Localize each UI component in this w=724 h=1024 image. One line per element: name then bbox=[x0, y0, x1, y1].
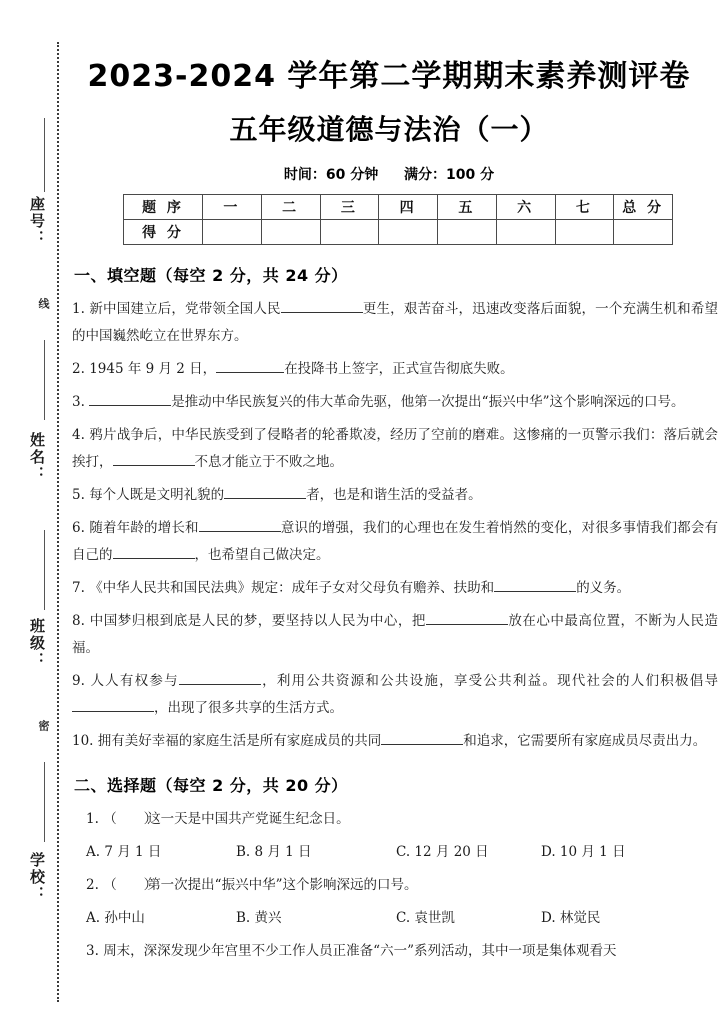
score-table-col-6: 六 bbox=[496, 194, 555, 219]
score-cell-1[interactable] bbox=[203, 219, 262, 244]
sealing-dotted-line bbox=[57, 42, 59, 1002]
score-table-col-3: 三 bbox=[320, 194, 379, 219]
exam-meta-line bbox=[72, 164, 724, 184]
score-table-col-4: 四 bbox=[379, 194, 438, 219]
choice-option-a[interactable]: A. 孙中山 bbox=[86, 909, 145, 926]
fill-question-3 bbox=[72, 389, 724, 416]
table-row-score bbox=[124, 219, 673, 244]
fill-question-7-number: 7. bbox=[72, 579, 85, 596]
fill-question-10-text-b: 和追求，它需要所有家庭成员尽责出力。 bbox=[463, 732, 707, 749]
choice-question-1-options bbox=[86, 839, 724, 866]
answer-blank[interactable] bbox=[494, 591, 576, 592]
page-title-main: 2023-2024 学年第二学期期末素养测评卷 bbox=[87, 59, 691, 94]
fill-question-8 bbox=[72, 608, 724, 662]
fill-question-1-text-a: 新中国建立后，党带领全国人民 bbox=[89, 300, 281, 317]
fill-question-6-text-c: ，也希望自己做决定。 bbox=[194, 546, 330, 563]
fill-question-4 bbox=[72, 422, 724, 476]
choice-option-d[interactable]: D. 10 月 1 日 bbox=[541, 843, 626, 860]
choice-question-3 bbox=[72, 938, 724, 965]
answer-parenthesis[interactable]: （ ） bbox=[103, 810, 158, 827]
choice-option-d[interactable]: D. 林觉民 bbox=[541, 909, 601, 926]
seal-write-rule-4 bbox=[44, 762, 45, 842]
fill-question-8-number: 8. bbox=[72, 612, 85, 629]
fill-question-8-text-b: 放在心中最高位置，不断为人民造福。 bbox=[72, 612, 719, 656]
fill-question-5-text-a: 每个人既是文明礼貌的 bbox=[89, 486, 225, 503]
fill-question-2-number: 2. bbox=[72, 360, 85, 377]
fill-question-6 bbox=[72, 515, 724, 569]
score-cell-5[interactable] bbox=[438, 219, 497, 244]
choice-question-2-stem: 第一次提出“振兴中华”这个影响深远的口号。 bbox=[147, 876, 418, 893]
fill-question-3-number: 3. bbox=[72, 393, 85, 410]
answer-blank[interactable] bbox=[216, 372, 284, 373]
choice-option-b[interactable]: B. 8 月 1 日 bbox=[236, 843, 312, 860]
section-heading-multiple-choice: 二、选择题（每空 2 分，共 20 分） bbox=[74, 775, 348, 795]
fill-question-9 bbox=[72, 668, 724, 722]
exam-page bbox=[72, 0, 724, 1024]
choice-question-3-number: 3. bbox=[86, 942, 99, 959]
fill-question-6-number: 6. bbox=[72, 519, 85, 536]
fill-question-6-text-b: 意识的增强，我们的心理也在发生着悄然的变化，对很多事情我们都会有自己的 bbox=[72, 519, 719, 563]
answer-blank[interactable] bbox=[113, 465, 195, 466]
choice-question-2 bbox=[72, 872, 724, 899]
sealing-margin bbox=[0, 0, 72, 1024]
choice-question-1-stem: 这一天是中国共产党诞生纪念日。 bbox=[147, 810, 350, 827]
answer-blank[interactable] bbox=[281, 312, 363, 313]
seal-label-name: 姓名： bbox=[28, 432, 46, 483]
fill-question-4-number: 4. bbox=[72, 426, 85, 443]
seal-label-class: 班级： bbox=[28, 618, 46, 669]
table-row-question-order bbox=[124, 194, 673, 219]
score-cell-total[interactable] bbox=[614, 219, 673, 244]
score-table-col-7: 七 bbox=[555, 194, 614, 219]
score-table-col-5: 五 bbox=[438, 194, 497, 219]
section-heading-fill-in-blank: 一、填空题（每空 2 分，共 24 分） bbox=[74, 265, 348, 285]
score-table-col-1: 一 bbox=[203, 194, 262, 219]
seal-label-seat-number: 座号： bbox=[28, 196, 46, 247]
fill-question-1-text-b: 更生，艰苦奋斗，迅速改变落后面貌，一个充满生机和希望的中国巍然屹立在世界东方。 bbox=[72, 300, 719, 344]
answer-blank[interactable] bbox=[179, 684, 261, 685]
fill-question-2-text-b: 在投降书上签字，正式宣告彻底失败。 bbox=[284, 360, 514, 377]
score-cell-2[interactable] bbox=[261, 219, 320, 244]
answer-parenthesis[interactable]: （ ） bbox=[103, 876, 158, 893]
score-table bbox=[123, 194, 673, 245]
answer-blank[interactable] bbox=[199, 531, 281, 532]
seal-mark-secret: 密 bbox=[37, 720, 50, 731]
score-cell-3[interactable] bbox=[320, 219, 379, 244]
seal-write-rule-3 bbox=[44, 530, 45, 610]
fill-question-2 bbox=[72, 356, 724, 383]
fill-question-9-text-c: ，出现了很多共享的生活方式。 bbox=[154, 699, 343, 716]
score-table-rowhead-score: 得 分 bbox=[124, 219, 203, 244]
page-title-sub: 五年级道德与法治（一） bbox=[229, 112, 549, 146]
choice-question-1-number: 1. bbox=[86, 810, 99, 827]
fill-question-4-text-a: 鸦片战争后，中华民族受到了侵略者的轮番欺凌，经历了空前的磨难。这惨痛的一页警示我们：落后就会挨打， bbox=[72, 426, 719, 470]
answer-blank[interactable] bbox=[89, 405, 171, 406]
fill-question-10-number: 10. bbox=[72, 732, 94, 749]
fill-question-9-text-a: 人人有权参与 bbox=[90, 672, 179, 689]
score-table-rowhead-order: 题 序 bbox=[124, 194, 203, 219]
fill-question-3-text-b: 是推动中华民族复兴的伟大革命先驱，他第一次提出“振兴中华”这个影响深远的口号。 bbox=[171, 393, 685, 410]
fill-question-4-text-b: 不息才能立于不败之地。 bbox=[194, 453, 343, 470]
fill-question-5 bbox=[72, 482, 724, 509]
score-table-col-2: 二 bbox=[261, 194, 320, 219]
answer-blank[interactable] bbox=[224, 498, 306, 499]
fill-question-1 bbox=[72, 296, 724, 350]
fill-question-5-number: 5. bbox=[72, 486, 85, 503]
answer-blank[interactable] bbox=[426, 624, 508, 625]
score-cell-7[interactable] bbox=[555, 219, 614, 244]
fill-question-9-text-b: ，利用公共资源和公共设施，享受公共利益。现代社会的人们积极倡导 bbox=[260, 672, 719, 689]
fill-question-7-text-a: 《中华人民共和国民法典》规定：成年子女对父母负有赡养、扶助和 bbox=[89, 579, 495, 596]
score-cell-6[interactable] bbox=[496, 219, 555, 244]
choice-option-c[interactable]: C. 12 月 20 日 bbox=[396, 843, 489, 860]
fill-question-10 bbox=[72, 728, 724, 755]
fill-question-5-text-b: 者，也是和谐生活的受益者。 bbox=[306, 486, 482, 503]
fill-question-7 bbox=[72, 575, 724, 602]
fill-question-2-text-a: 1945 年 9 月 2 日， bbox=[89, 360, 217, 377]
seal-write-rule-1 bbox=[44, 118, 45, 192]
fill-question-1-number: 1. bbox=[72, 300, 85, 317]
answer-blank[interactable] bbox=[381, 744, 463, 745]
fill-question-10-text-a: 拥有美好幸福的家庭生活是所有家庭成员的共同 bbox=[97, 732, 382, 749]
score-table-col-total: 总 分 bbox=[614, 194, 673, 219]
fill-question-6-text-a: 随着年龄的增长和 bbox=[89, 519, 199, 536]
fill-question-7-text-b: 的义务。 bbox=[576, 579, 631, 596]
exam-total-score: 满分：100 分 bbox=[404, 166, 495, 183]
seal-label-school: 学校： bbox=[28, 852, 46, 903]
choice-question-1 bbox=[72, 806, 724, 833]
choice-option-b[interactable]: B. 黄兴 bbox=[236, 909, 282, 926]
choice-option-c[interactable]: C. 袁世凯 bbox=[396, 909, 455, 926]
fill-question-9-number: 9. bbox=[72, 672, 85, 689]
choice-option-a[interactable]: A. 7 月 1 日 bbox=[86, 843, 162, 860]
choice-question-2-options bbox=[86, 905, 724, 932]
answer-blank[interactable] bbox=[72, 711, 154, 712]
answer-blank[interactable] bbox=[113, 558, 195, 559]
choice-question-2-number: 2. bbox=[86, 876, 99, 893]
seal-write-rule-2 bbox=[44, 340, 45, 420]
seal-mark-line: 线 bbox=[37, 298, 50, 309]
exam-duration: 时间：60 分钟 bbox=[283, 166, 379, 183]
choice-question-3-stem: 周末，深深发现少年宫里不少工作人员正准备“六一”系列活动，其中一项是集体观看天 bbox=[103, 942, 617, 959]
score-cell-4[interactable] bbox=[379, 219, 438, 244]
fill-question-8-text-a: 中国梦归根到底是人民的梦，要坚持以人民为中心，把 bbox=[89, 612, 426, 629]
